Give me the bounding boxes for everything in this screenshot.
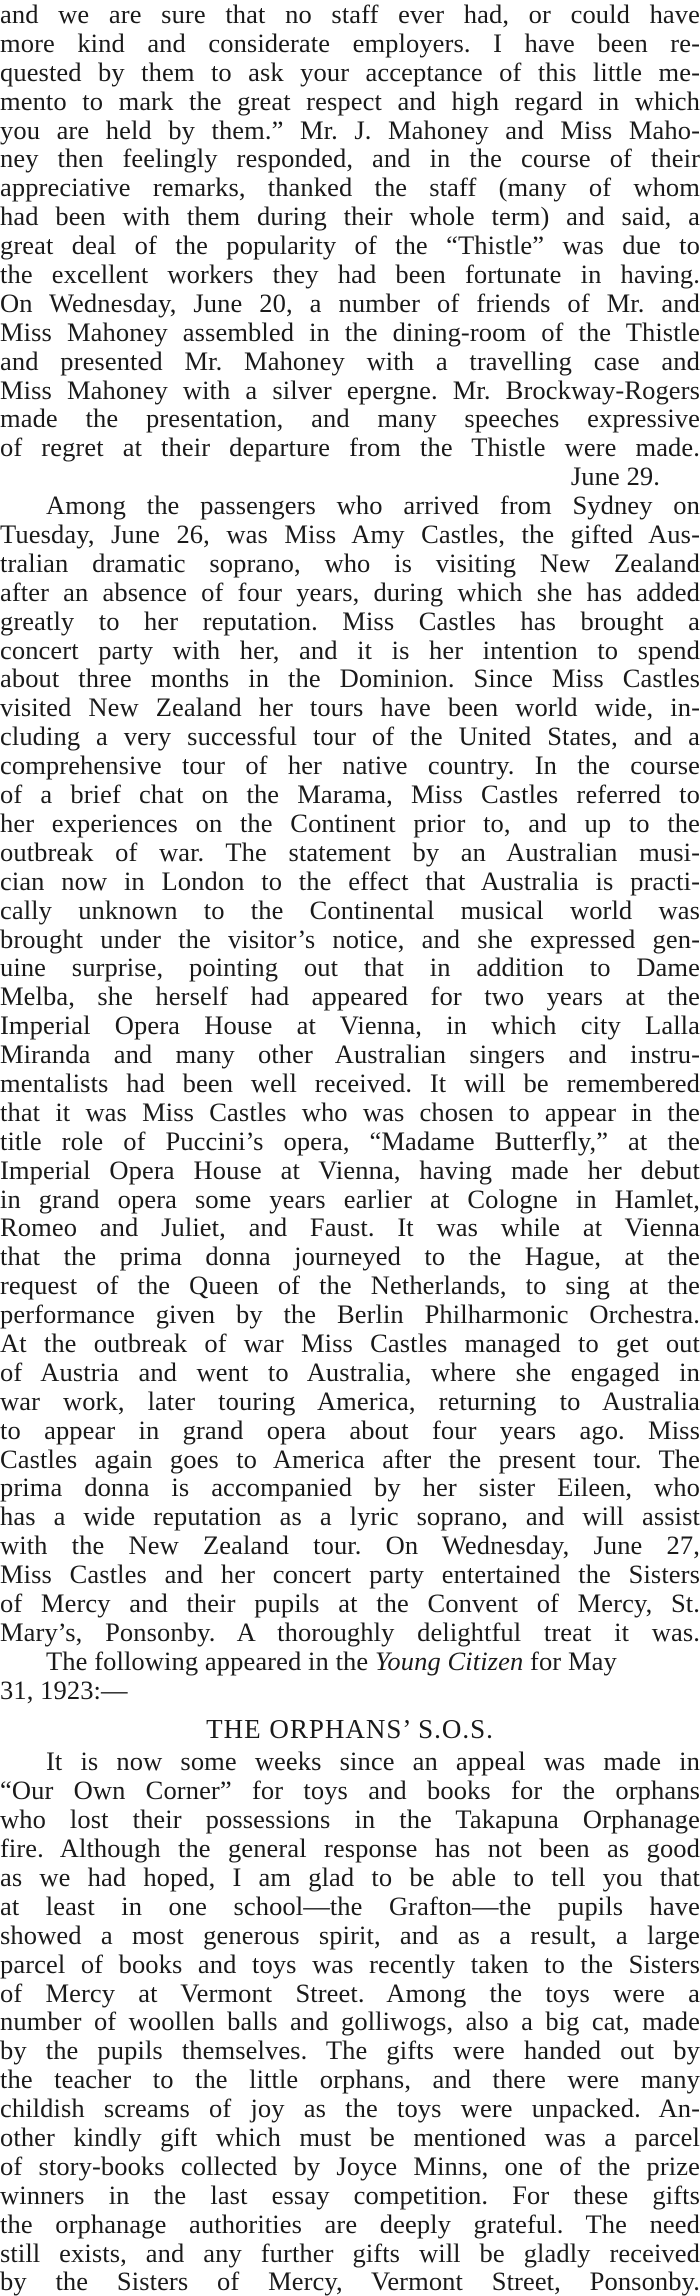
text-line: the orphanage authorities are deeply grateful. The need (0, 2208, 700, 2239)
text-line: war work, later touring America, returning to Australia (0, 1385, 700, 1416)
text-line: of a brief chat on the Marama, Miss Castles referred to (0, 779, 700, 810)
text-line: still exists, and any further gifts will be gladly received (0, 2237, 700, 2268)
text-line: It is now some weeks since an appeal was made in (46, 1746, 700, 1777)
text-line: Miss Mahoney with a silver epergne. Mr. Brockway-Rogers (0, 374, 700, 405)
section-heading: THE ORPHANS’ S.O.S. (206, 1713, 494, 1744)
text-line: Imperial Opera House at Vienna, having made her debut (0, 1154, 700, 1185)
text-line: and presented Mr. Mahoney with a travelling case and (0, 345, 700, 376)
paragraph-orphans-sos (0, 1747, 700, 2296)
text-line: 31, 1923:— (0, 1674, 128, 1705)
text-line: by the Sisters of Mercy, Vermont Street, Ponsonby. (0, 2266, 700, 2296)
publication-title: Young Citizen (374, 1645, 524, 1676)
text-line: Among the passengers who arrived from Sydney on (46, 490, 700, 521)
text-line: as we had hoped, I am glad to be able to tell you that (0, 1862, 700, 1892)
text-line: mento to mark the great respect and high regard in which (0, 85, 700, 116)
text-line: and we are sure that no staff ever had, or could have (0, 0, 700, 29)
text-line: quested by them to ask your acceptance of this little me- (0, 56, 700, 87)
paragraph-mahoney-farewell (0, 0, 700, 462)
text-line: about three months in the Dominion. Since Miss Castles (0, 663, 700, 694)
text-line: request of the Queen of the Netherlands, to sing at the (0, 1270, 700, 1301)
text-line: comprehensive tour of her native country. In the course (0, 750, 700, 781)
text-line: appreciative remarks, thanked the staff (many of whom (0, 172, 700, 203)
paragraph-amy-castles (0, 491, 700, 1647)
text-line: the excellent workers they had been fortunate in having. (0, 259, 700, 290)
text-line: Imperial Opera House at Vienna, in which city Lalla (0, 1010, 700, 1041)
text-line: cian now in London to the effect that Australia is practi- (0, 865, 700, 896)
text-line: has a wide reputation as a lyric soprano, and will assist (0, 1501, 700, 1532)
text-line: of Mercy at Vermont Street. Among the toys were a (0, 1977, 700, 2008)
text-line: that it was Miss Castles who was chosen to appear in the (0, 1096, 700, 1127)
text-line: ney then feelingly responded, and in the course of their (0, 143, 700, 174)
text-line: the teacher to the little orphans, and there were many (0, 2064, 700, 2095)
text-line: greatly to her reputation. Miss Castles has brought a (0, 605, 700, 636)
text-line: parcel of books and toys was recently taken to the Sisters (0, 1948, 700, 1979)
text-line: mentalists had been well received. It will be remembered (0, 1067, 700, 1098)
text-line: other kindly gift which must be mentioned was a parcel (0, 2122, 700, 2153)
text-line: of story-books collected by Joyce Minns, one of the prize (0, 2150, 700, 2181)
text-line: great deal of the popularity of the “Thistle” was due to (0, 230, 700, 261)
text-line: tralian dramatic soprano, who is visiting New Zealand (0, 547, 700, 578)
text-line: Melba, she herself had appeared for two years at the (0, 981, 700, 1012)
text-line: fire. Although the general response has not been as good (0, 1833, 700, 1864)
text-line: cluding a very successful tour of the United States, and a (0, 721, 700, 752)
text-line: On Wednesday, June 20, a number of friends of Mr. and (0, 287, 700, 318)
text-line: cally unknown to the Continental musical world was (0, 894, 700, 925)
text-line: number of woollen balls and golliwogs, also a big cat, made (0, 2006, 700, 2037)
text-line: of Mercy and their pupils at the Convent of Mercy, St. (0, 1587, 700, 1618)
dateline: June 29. (570, 461, 660, 492)
text-line: Tuesday, June 26, was Miss Amy Castles, the gifted Aus- (0, 519, 700, 550)
text-line: showed a most generous spirit, and as a result, a large (0, 1919, 700, 1950)
text-line: outbreak of war. The statement by an Australian musi- (0, 836, 700, 867)
text-line: brought under the visitor’s notice, and she expressed gen- (0, 923, 700, 954)
text-line: made the presentation, and many speeches expressive (0, 403, 700, 434)
text-line: Mary’s, Ponsonby. A thoroughly delightful treat it was. (0, 1616, 700, 1647)
text-line: The following appeared in the Young Citizen for May (46, 1645, 617, 1676)
text-line: uine surprise, pointing out that in addition to Dame (0, 952, 700, 983)
text-line: you are held by them.” Mr. J. Mahoney and Miss Maho- (0, 114, 700, 145)
text-line: At the outbreak of war Miss Castles managed to get out (0, 1327, 700, 1358)
text-line: that the prima donna journeyed to the Hague, at the (0, 1241, 700, 1272)
text-line: who lost their possessions in the Takapuna Orphanage (0, 1804, 700, 1835)
text-line: Castles again goes to America after the present tour. The (0, 1443, 700, 1474)
text-line: Miranda and many other Australian singers and instru- (0, 1039, 700, 1070)
text-line: by the pupils themselves. The gifts were handed out by (0, 2035, 700, 2066)
text-line: at least in one school—the Grafton—the pupils have (0, 1890, 700, 1921)
text-line: to appear in grand opera about four years ago. Miss (0, 1414, 700, 1445)
text-line: Romeo and Juliet, and Faust. It was while at Vienna (0, 1212, 700, 1243)
text-line: Miss Castles and her concert party entertained the Sisters (0, 1559, 700, 1590)
text-line: with the New Zealand tour. On Wednesday, June 27, (0, 1530, 700, 1561)
text-line: in grand opera some years earlier at Cologne in Hamlet, (0, 1183, 700, 1214)
text-line: childish screams of joy as the toys were unpacked. An- (0, 2093, 700, 2124)
text-line: more kind and considerate employers. I have been re- (0, 27, 700, 58)
text-line: of Austria and went to Australia, where she engaged in (0, 1356, 700, 1387)
text-line: after an absence of four years, during which she has added (0, 576, 700, 607)
text-line: performance given by the Berlin Philharmonic Orchestra. (0, 1299, 700, 1330)
text-line: Miss Mahoney assembled in the dining-room of the Thistle (0, 316, 700, 347)
text-line: “Our Own Corner” for toys and books for the orphans (0, 1775, 700, 1806)
text-line: prima donna is accompanied by her sister Eileen, who (0, 1472, 700, 1503)
paragraph-young-citizen-intro (0, 1647, 700, 1705)
text-line: visited New Zealand her tours have been world wide, in- (0, 692, 700, 723)
text-line: had been with them during their whole term) and said, a (0, 201, 700, 232)
text-line: concert party with her, and it is her intention to spend (0, 634, 700, 665)
text-line: of regret at their departure from the Thistle were made. (0, 432, 700, 463)
text-line: winners in the last essay competition. For these gifts (0, 2179, 700, 2210)
text-line: her experiences on the Continent prior to, and up to the (0, 807, 700, 838)
text-line: title role of Puccini’s opera, “Madame Butterfly,” at the (0, 1125, 700, 1156)
